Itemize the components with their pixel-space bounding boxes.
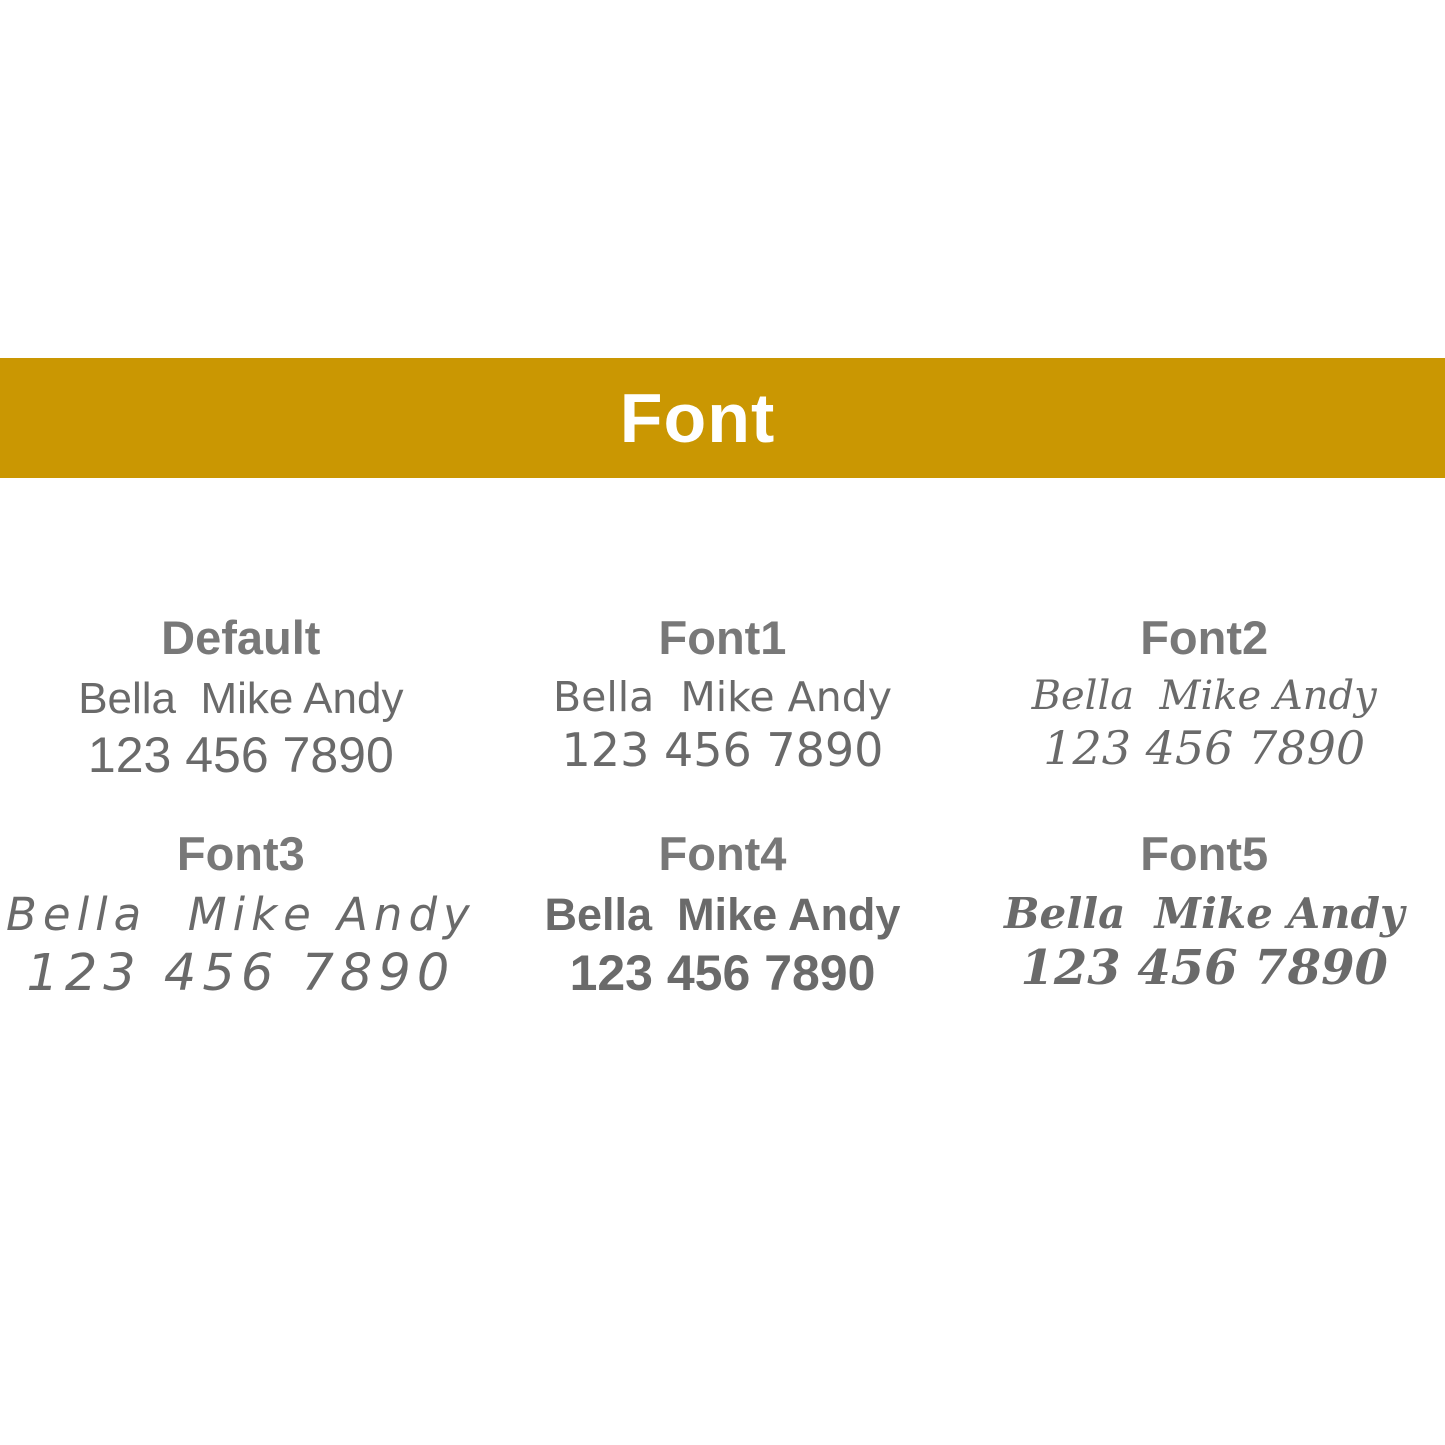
- font-option-font4: [482, 828, 964, 1005]
- font-option-font3: [0, 828, 482, 1005]
- font-sample-names: Bella Mike Andy: [1003, 889, 1405, 939]
- font-section-banner: [0, 358, 1445, 478]
- font-option-font2: [963, 612, 1445, 786]
- font-sample-names: Bella Mike Andy: [544, 889, 901, 941]
- font-option-label: Font2: [1140, 611, 1269, 664]
- font-sample-numbers: 123 456 7890: [1043, 721, 1366, 776]
- font-option-font1: [482, 612, 964, 786]
- banner-title: Font: [619, 379, 776, 457]
- font-sample-numbers: 123 456 7890: [1020, 940, 1388, 997]
- font-option-label: Font1: [658, 611, 787, 664]
- font-sample-numbers: 123 456 7890: [87, 727, 394, 784]
- font-sample-numbers: 123 456 7890: [561, 722, 884, 777]
- font-option-default: [0, 612, 482, 786]
- font-sample-numbers: 123 456 7890: [26, 943, 456, 1003]
- font-samples-grid: [0, 612, 1445, 1005]
- font-option-label: Font5: [1140, 827, 1269, 881]
- font-option-label: Font4: [658, 827, 787, 881]
- font-sample-names: Bella Mike Andy: [553, 672, 892, 721]
- font-sample-names: Bella Mike Andy: [6, 888, 476, 942]
- font-option-font5: [963, 828, 1445, 1005]
- font-sample-numbers: 123 456 7890: [569, 944, 876, 1001]
- font-option-label: Default: [161, 611, 321, 664]
- font-sample-names: Bella Mike Andy: [1031, 672, 1377, 719]
- font-option-label: Font3: [176, 827, 305, 881]
- font-sample-names: Bella Mike Andy: [78, 673, 404, 723]
